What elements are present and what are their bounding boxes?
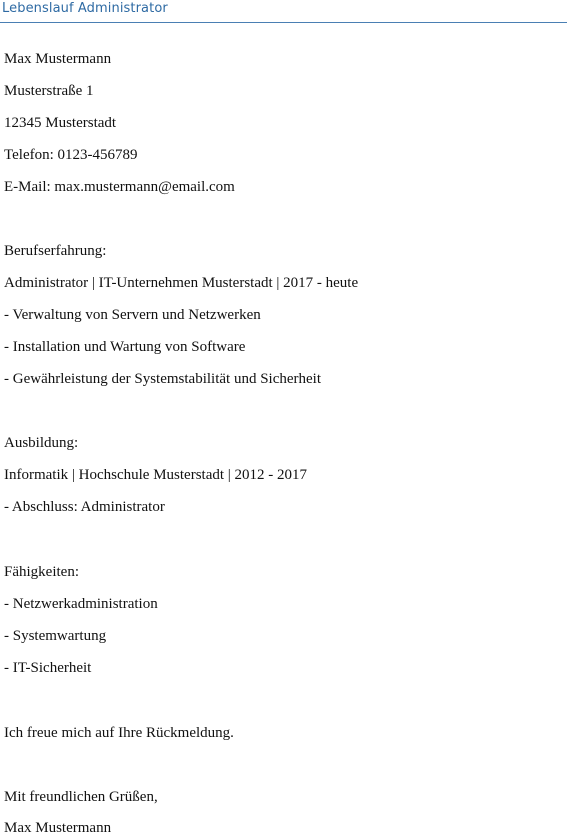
experience-item: - Verwaltung von Servern und Netzwerken — [4, 307, 261, 323]
skills-item: - IT-Sicherheit — [4, 660, 92, 676]
document-title: Lebenslauf Administrator — [2, 1, 168, 16]
skills-item: - Systemwartung — [4, 628, 107, 644]
closing-greeting: Mit freundlichen Grüßen, — [4, 789, 158, 805]
closing-message: Ich freue mich auf Ihre Rückmeldung. — [4, 725, 234, 741]
skills-heading: Fähigkeiten: — [4, 564, 79, 580]
education-item: - Abschluss: Administrator — [4, 499, 165, 515]
experience-position: Administrator | IT-Unternehmen Musterstadt | 2017 - heute — [4, 275, 359, 291]
document-header — [0, 0, 567, 23]
skills-item: - Netzwerkadministration — [4, 596, 158, 612]
experience-heading: Berufserfahrung: — [4, 243, 107, 259]
contact-street: Musterstraße 1 — [4, 83, 94, 99]
experience-item: - Installation und Wartung von Software — [4, 339, 246, 355]
contact-email: E-Mail: max.mustermann@email.com — [4, 179, 235, 195]
education-program: Informatik | Hochschule Musterstadt | 2012 - 2017 — [4, 467, 308, 483]
experience-item: - Gewährleistung der Systemstabilität und Sicherheit — [4, 371, 322, 387]
contact-phone: Telefon: 0123-456789 — [4, 147, 138, 163]
education-heading: Ausbildung: — [4, 435, 79, 451]
contact-city: 12345 Musterstadt — [4, 115, 117, 131]
contact-name: Max Mustermann — [4, 51, 112, 67]
closing-signature: Max Mustermann — [4, 820, 112, 836]
